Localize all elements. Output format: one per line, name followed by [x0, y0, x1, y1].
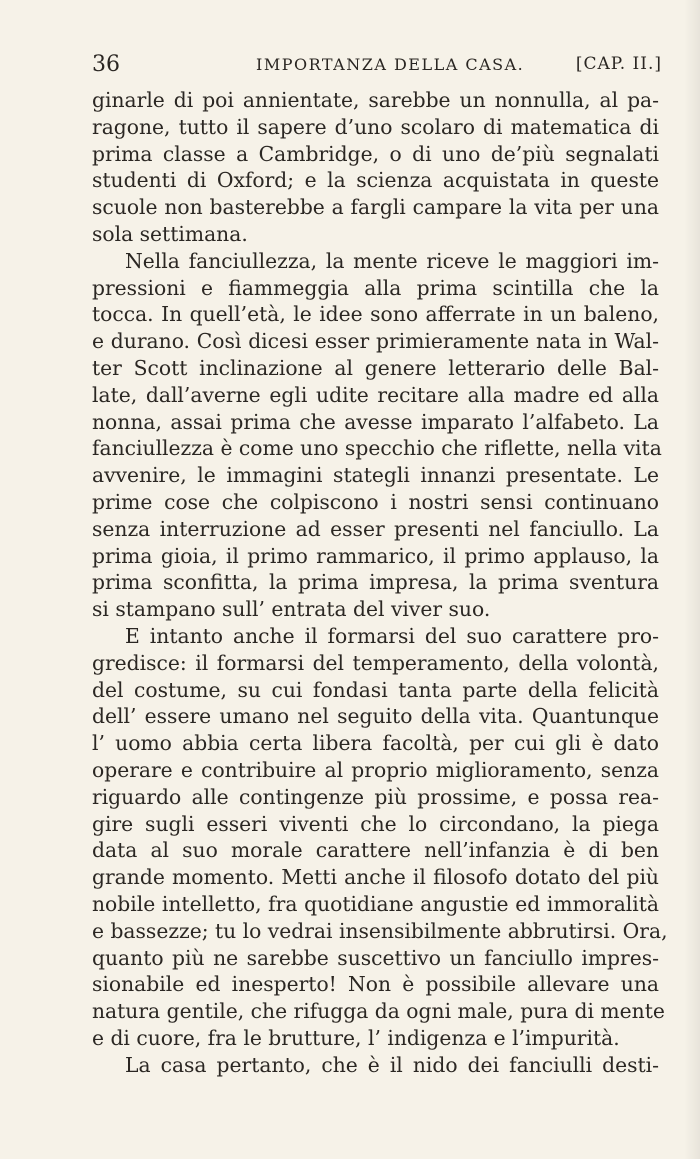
text-line: ragone, tutto il sapere d’uno scolaro di matematica di [92, 114, 659, 139]
text-line: pressioni e fiammeggia alla prima scintilla che la [92, 275, 659, 300]
text-line: dell’ essere umano nel seguito della vita. Quantunque [92, 704, 659, 729]
text-line: fanciullezza è come uno specchio che riflette, nella vita [92, 436, 662, 461]
text-line: l’ uomo abbia certa libera facoltà, per cui gli è dato [92, 731, 659, 756]
text-line: e bassezze; tu lo vedrai insensibilmente abbrutirsi. Ora, [92, 918, 668, 943]
page-number: 36 [92, 52, 120, 77]
text-line: e durano. Così dicesi esser primieramente nata in Wal- [92, 329, 659, 354]
text-line: studenti di Oxford; e la scienza acquistata in queste [92, 168, 659, 193]
text-line: tocca. In quell’età, le idee sono afferrate in un baleno, [92, 302, 659, 327]
text-line: sionabile ed inesperto! Non è possibile allevare una [92, 972, 659, 997]
text-line: Nella fanciullezza, la mente riceve le maggiori im- [125, 248, 659, 273]
text-line: si stampano sull’ entrata del viver suo. [92, 597, 491, 622]
chapter-reference: [CAP. II.] [575, 54, 662, 74]
text-line: quanto più ne sarebbe suscettivo un fanciullo impres- [92, 945, 659, 970]
text-line: nonna, assai prima che avesse imparato l’alfabeto. La [92, 409, 659, 434]
text-line: operare e contribuire al proprio miglioramento, senza [92, 757, 659, 782]
text-line: E intanto anche il formarsi del suo carattere pro- [125, 623, 659, 648]
text-line: riguardo alle contingenze più prossime, e possa rea- [92, 784, 659, 809]
text-line: e di cuore, fra le brutture, l’ indigenza e l’impurità. [92, 1025, 620, 1050]
body-text [92, 87, 668, 1078]
text-line: natura gentile, che rifugga da ogni male, pura di mente [92, 999, 665, 1024]
text-line: sola settimana. [92, 221, 248, 246]
text-line: senza interruzione ad esser presenti nel fanciullo. La [92, 516, 659, 541]
text-line: data al suo morale carattere nell’infanzia è di ben [92, 838, 659, 863]
text-line: prima sconfitta, la prima impresa, la prima sventura [92, 570, 659, 595]
running-title: IMPORTANZA DELLA CASA. [256, 55, 525, 74]
text-line: del costume, su cui fondasi tanta parte della felicità [92, 677, 659, 702]
text-line: grande momento. Metti anche il filosofo dotato del più [92, 865, 659, 890]
page-header [92, 52, 662, 82]
text-line: prima gioia, il primo rammarico, il primo applauso, la [92, 543, 659, 568]
text-line: ter Scott inclinazione al genere letterario delle Bal- [92, 355, 659, 380]
text-line: avvenire, le immagini stategli innanzi presentate. Le [92, 463, 659, 488]
text-line: gredisce: il formarsi del temperamento, della volontà, [92, 650, 659, 675]
text-line: La casa pertanto, che è il nido dei fanciulli desti- [125, 1052, 659, 1077]
text-line: prime cose che colpiscono i nostri sensi continuano [92, 489, 659, 514]
page-edge-shadow [684, 0, 700, 1159]
text-line: scuole non basterebbe a fargli campare la vita per una [92, 195, 659, 220]
text-line: ginarle di poi annientate, sarebbe un nonnulla, al pa- [92, 88, 659, 112]
text-line: gire sugli esseri viventi che lo circondano, la piega [92, 811, 659, 836]
text-line: nobile intelletto, fra quotidiane angustie ed immoralità [92, 891, 659, 916]
text-line: prima classe a Cambridge, o di uno de’più segnalati [92, 141, 659, 166]
text-line: late, dall’averne egli udite recitare alla madre ed alla [92, 382, 659, 407]
